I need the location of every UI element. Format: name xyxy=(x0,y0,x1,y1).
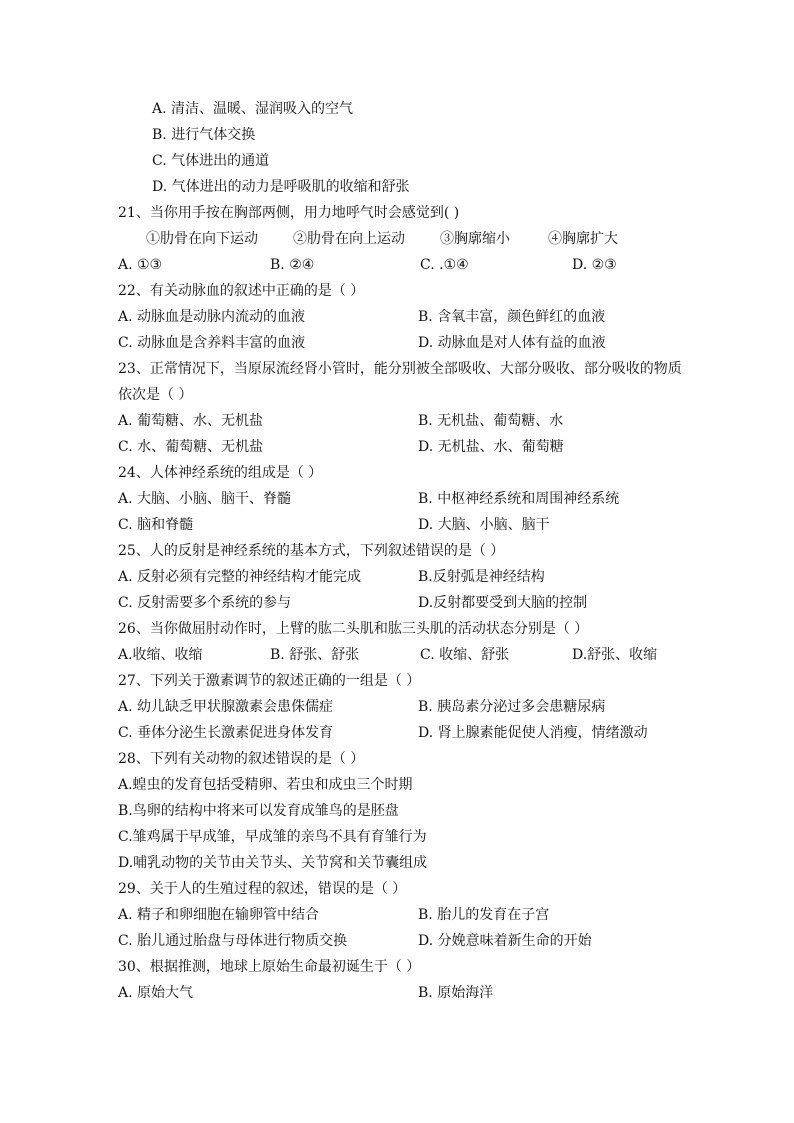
q22-stem: 22、有关动脉血的叙述中正确的是（ ） xyxy=(118,283,365,299)
q21-option-c: C. .①④ xyxy=(420,257,469,273)
q30-stem: 30、根据推测，地球上原始生命最初诞生于（ ） xyxy=(118,959,421,975)
q27-options-row2 xyxy=(118,723,718,743)
q25-option-a: A. 反射必须有完整的神经结构才能完成 xyxy=(118,569,362,585)
q22-option-c: C. 动脉血是含养料丰富的血液 xyxy=(118,335,306,351)
q27-option-a: A. 幼儿缺乏甲状腺激素会患侏儒症 xyxy=(118,699,334,715)
q20-option-b: B. 进行气体交换 xyxy=(152,127,256,143)
q23-option-b: B. 无机盐、葡萄糖、水 xyxy=(418,413,564,429)
q20-option-d: D. 气体进出的动力是呼吸肌的收缩和舒张 xyxy=(152,179,410,195)
q21-statement-2: ②肋骨在向上运动 xyxy=(293,231,405,247)
q24-options-row1 xyxy=(118,489,718,509)
q23-stem: 23、正常情况下，当原尿流经肾小管时，能分别被全部吸收、大部分吸收、部分吸收的物质 xyxy=(118,361,682,377)
q21-options xyxy=(118,255,718,275)
q29-stem: 29、关于人的生殖过程的叙述，错误的是（ ） xyxy=(118,881,407,897)
q22-option-d: D. 动脉血是对人体有益的血液 xyxy=(418,335,606,351)
q30-option-a: A. 原始大气 xyxy=(118,985,194,1001)
q27-option-b: B. 胰岛素分泌过多会患糖尿病 xyxy=(418,699,606,715)
q23-options-row1 xyxy=(118,411,718,431)
q25-option-b: B.反射弧是神经结构 xyxy=(418,569,545,585)
q29-option-a: A. 精子和卵细胞在输卵管中结合 xyxy=(118,907,320,923)
q21-statement-1: ①肋骨在向下运动 xyxy=(146,231,258,247)
q21-statement-3: ③胸廓缩小 xyxy=(440,231,510,247)
q21-option-b: B. ②④ xyxy=(270,257,315,273)
q24-option-d: D. 大脑、小脑、脑干 xyxy=(418,517,550,533)
q24-option-a: A. 大脑、小脑、脑干、脊髓 xyxy=(118,491,292,507)
q28-option-c: C.雏鸡属于早成雏，早成雏的亲鸟不具有育雏行为 xyxy=(118,829,427,845)
q24-option-b: B. 中枢神经系统和周围神经系统 xyxy=(418,491,620,507)
q26-option-d: D.舒张、收缩 xyxy=(572,647,658,663)
q21-option-a: A. ①③ xyxy=(118,257,163,273)
q24-options-row2 xyxy=(118,515,718,535)
q25-option-d: D.反射都要受到大脑的控制 xyxy=(418,595,588,611)
q21-statement-4: ④胸廓扩大 xyxy=(548,231,618,247)
q25-options-row1 xyxy=(118,567,718,587)
q20-option-a: A. 清洁、温暖、湿润吸入的空气 xyxy=(152,101,354,117)
q21-stem: 21、当你用手按在胸部两侧，用力地呼气时会感觉到( ) xyxy=(118,205,460,221)
q21-statements xyxy=(118,229,718,249)
q21-option-d: D. ②③ xyxy=(572,257,617,273)
q27-option-d: D. 肾上腺素能促使人消瘦，情绪激动 xyxy=(418,725,648,741)
q27-stem: 27、下列关于激素调节的叙述正确的一组是（ ） xyxy=(118,673,421,689)
q22-options-row2 xyxy=(118,333,718,353)
q27-options-row1 xyxy=(118,697,718,717)
q29-options-row2 xyxy=(118,931,718,951)
q23-option-d: D. 无机盐、水、葡萄糖 xyxy=(418,439,564,455)
q24-option-c: C. 脑和脊髓 xyxy=(118,517,194,533)
q26-option-a: A.收缩、收缩 xyxy=(118,647,203,663)
q28-stem: 28、下列有关动物的叙述错误的是（ ） xyxy=(118,751,365,767)
q22-options-row1 xyxy=(118,307,718,327)
q23-option-a: A. 葡萄糖、水、无机盐 xyxy=(118,413,264,429)
q25-stem: 25、人的反射是神经系统的基本方式，下列叙述错误的是（ ） xyxy=(118,543,505,559)
q26-options xyxy=(118,645,718,665)
q25-option-c: C. 反射需要多个系统的参与 xyxy=(118,595,292,611)
q22-option-a: A. 动脉血是动脉内流动的血液 xyxy=(118,309,306,325)
q29-option-b: B. 胎儿的发育在子宫 xyxy=(418,907,550,923)
q29-option-d: D. 分娩意味着新生命的开始 xyxy=(418,933,592,949)
q23-option-c: C. 水、葡萄糖、无机盐 xyxy=(118,439,264,455)
q29-options-row1 xyxy=(118,905,718,925)
q23-options-row2 xyxy=(118,437,718,457)
q28-option-b: B.鸟卵的结构中将来可以发育成雏鸟的是胚盘 xyxy=(118,803,399,819)
q26-stem: 26、当你做屈肘动作时，上臂的肱二头肌和肱三头肌的活动状态分别是（ ） xyxy=(118,621,589,637)
q30-options-row1 xyxy=(118,983,718,1003)
q22-option-b: B. 含氧丰富，颜色鲜红的血液 xyxy=(418,309,606,325)
q25-options-row2 xyxy=(118,593,718,613)
q29-option-c: C. 胎儿通过胎盘与母体进行物质交换 xyxy=(118,933,348,949)
q26-option-c: C. 收缩、舒张 xyxy=(420,647,510,663)
q20-option-c: C. 气体进出的通道 xyxy=(152,153,270,169)
q28-option-a: A.蝗虫的发育包括受精卵、若虫和成虫三个时期 xyxy=(118,777,413,793)
q27-option-c: C. 垂体分泌生长激素促进身体发育 xyxy=(118,725,334,741)
q30-option-b: B. 原始海洋 xyxy=(418,985,494,1001)
q28-option-d: D.哺乳动物的关节由关节头、关节窝和关节囊组成 xyxy=(118,855,428,871)
q23-stem-continued: 依次是（ ） xyxy=(118,387,193,403)
q26-option-b: B. 舒张、舒张 xyxy=(270,647,360,663)
q24-stem: 24、人体神经系统的组成是（ ） xyxy=(118,465,323,481)
